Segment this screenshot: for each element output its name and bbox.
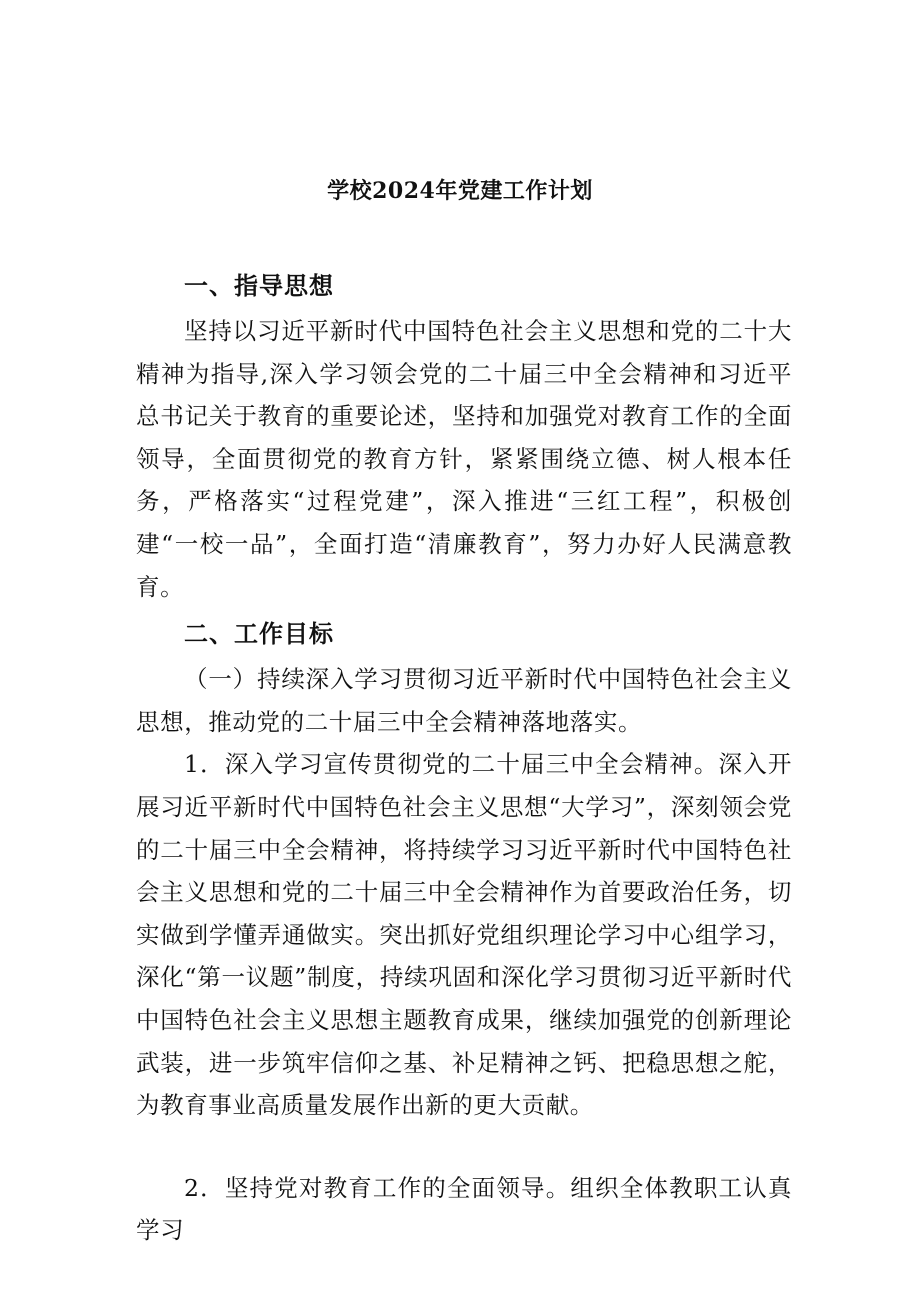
paragraph-goal-1: （一）持续深入学习贯彻习近平新时代中国特色社会主义思想，推动党的二十届三中全会精神落地落实。 (136, 665, 792, 736)
paragraph-spacer (136, 1127, 792, 1167)
paragraph-item-2: 2．坚持党对教育工作的全面领导。组织全体教职工认真学习 (136, 1173, 792, 1245)
document-body (136, 262, 792, 1252)
section-heading-guiding-ideology: 一、指导思想 (184, 271, 334, 300)
section-heading-work-goals: 二、工作目标 (184, 619, 334, 649)
document-title: 学校2024年党建工作计划 (327, 178, 593, 204)
paragraph-item-1: 1．深入学习宣传贯彻党的二十届三中全会精神。深入开展习近平新时代中国特色社会主义思想“大学习”，深刻领会党的二十届三中全会精神，将持续学习习近平新时代中国特色社会主义思想和党的二十届三中全会精神作为首要政治任务，切实做到学懂弄通做实。突出抓好党组织理论学习中心组学习，深化“第一议题”制度，持续巩固和深化学习贯彻习近平新时代中国特色社会主义思想主题教育成果，继续加强党的创新理论武装，进一步筑牢信仰之基、补足精神之钙、把稳思想之舵，为教育事业高质量发展作出新的更大贡献。 (136, 750, 792, 1120)
paragraph-guiding-ideology: 坚持以习近平新时代中国特色社会主义思想和党的二十大精神为指导,深入学习领会党的二十届三中全会精神和习近平总书记关于教育的重要论述，坚持和加强党对教育工作的全面领导，全面贯彻党的教育方针，紧紧围绕立德、树人根本任务，严格落实“过程党建”，深入推进“三红工程”，积极创建“一校一品”，全面打造“清廉教育”，努力办好人民满意教育。 (136, 317, 792, 601)
